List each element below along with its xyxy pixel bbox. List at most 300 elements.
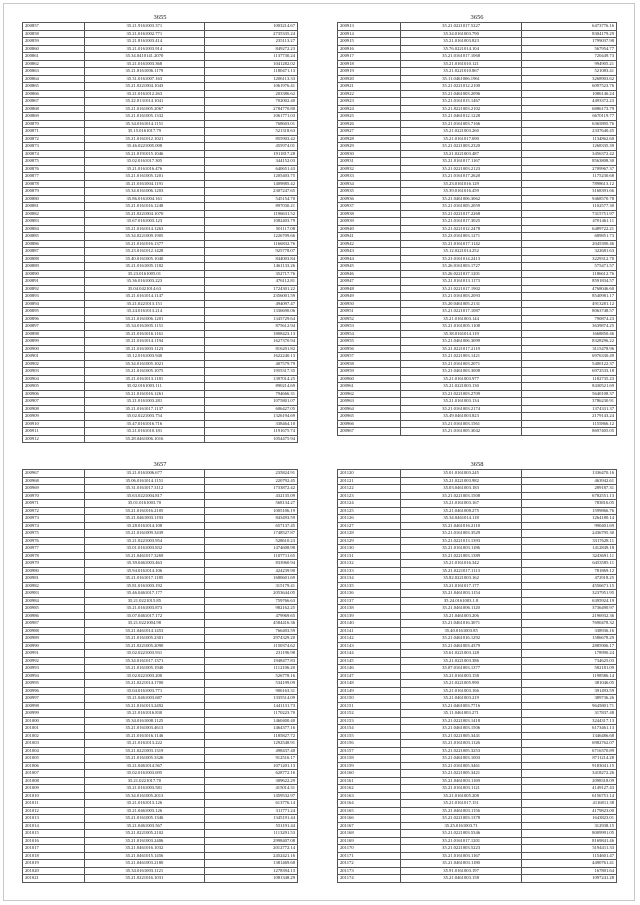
record-id-cell: 200954 (338, 330, 401, 338)
record-id-cell: 200953 (338, 323, 401, 331)
table-row (23, 852, 298, 860)
reference-code-cell: 35.61.0221003.128 (400, 650, 521, 658)
reference-code-cell: 35.21.0461014.1453 (85, 627, 204, 635)
panel-title: 3657 (153, 461, 167, 468)
record-id-cell: 200933 (338, 173, 401, 181)
table-row (338, 657, 617, 665)
amount-cell: 906163.31 (204, 687, 297, 695)
reference-code-cell: 35.04.0421014.63 (85, 285, 204, 293)
amount-cell: 338936.16 (522, 627, 617, 635)
amount-cell: 855903.42 (204, 135, 297, 143)
amount-cell: 1409885.42 (204, 180, 297, 188)
record-id-cell: 200905 (23, 383, 85, 391)
record-id-cell: 200955 (338, 338, 401, 346)
record-id-cell: 200862 (23, 60, 85, 68)
amount-cell: 4490761.41 (522, 860, 617, 868)
amount-cell: 2179143.24 (522, 413, 617, 421)
table-row (23, 822, 298, 830)
reference-code-cell: 35.24.0161013.214 (85, 308, 204, 316)
reference-code-cell: 35.21.0221017.2268 (400, 210, 521, 218)
amount-cell: 2452421.16 (204, 852, 297, 860)
reference-code-cell: 35.21.0461017.3269 (85, 552, 204, 560)
table-row (338, 375, 617, 383)
record-id-cell: 201123 (338, 492, 401, 500)
table-row (338, 620, 617, 628)
table-row (23, 830, 298, 838)
amount-cell: 4768046.60 (522, 285, 617, 293)
table-row (338, 278, 617, 286)
amount-cell: 816201.82 (204, 345, 297, 353)
amount-cell: 317837.48 (522, 710, 617, 718)
record-id-cell: 200931 (338, 158, 401, 166)
reference-code-cell: 35.21.0161017.1068 (400, 53, 521, 61)
reference-code-cell: 35.21.0461003.3008 (400, 368, 521, 376)
reference-code-cell: 35.21.0161014.1194 (85, 338, 204, 346)
table-row (338, 383, 617, 391)
amount-cell: 5194411.33 (522, 845, 617, 853)
record-id-cell: 201152 (338, 710, 401, 718)
reference-code-cell: 35.21.0221017.1087 (400, 308, 521, 316)
record-id-cell: 200921 (338, 83, 401, 91)
table-row (23, 233, 298, 241)
reference-code-cell: 35.21.0161017.1142 (400, 240, 521, 248)
record-id-cell: 200864 (23, 75, 85, 83)
table-row (23, 270, 298, 278)
record-id-cell: 200901 (23, 353, 85, 361)
record-id-cell: 200971 (23, 500, 85, 508)
amount-cell: 1346486.68 (522, 732, 617, 740)
reference-code-cell: 35.21.0221003.954 (85, 537, 204, 545)
reference-code-cell: 35.21.0461016.1032 (85, 845, 204, 853)
table-row (23, 135, 298, 143)
reference-code-cell: 35.21.0221004.1043 (85, 83, 204, 91)
record-id-cell: 200925 (338, 113, 401, 121)
record-id-cell: 200919 (338, 68, 401, 76)
record-id-cell: 200982 (23, 582, 85, 590)
amount-cell: 311771.24 (204, 807, 297, 815)
record-id-cell: 201019 (23, 860, 85, 868)
record-id-cell: 200917 (338, 53, 401, 61)
table-row (338, 650, 617, 658)
amount-cell: 2337640.45 (522, 128, 617, 136)
amount-cell: 794666.31 (204, 390, 297, 398)
record-id-cell: 201134 (338, 575, 401, 583)
record-id-cell: 200910 (23, 420, 85, 428)
amount-cell: 2436795.30 (522, 530, 617, 538)
amount-cell: 3237951.95 (522, 590, 617, 598)
record-id-cell: 200911 (23, 428, 85, 436)
record-id-cell: 200973 (23, 515, 85, 523)
reference-code-cell: 35.21.0461015.1456 (85, 852, 204, 860)
amount-cell: 6173461.13 (522, 725, 617, 733)
record-id-cell: 201125 (338, 507, 401, 515)
reference-code-cell: 35.21.0161003.1123 (85, 345, 204, 353)
reference-code-cell: 35.21.0221005.3421 (400, 770, 521, 778)
table-row (338, 270, 617, 278)
record-id-cell: 200882 (23, 210, 85, 218)
reference-code-cell: 35.03.0461003.183 (400, 485, 521, 493)
record-id-cell: 200861 (23, 53, 85, 61)
table-row (338, 353, 617, 361)
table-row (23, 390, 298, 398)
amount-cell: 844003.84 (204, 255, 297, 263)
amount-cell: 990401.69 (522, 522, 617, 530)
reference-code-cell: 35.21.0161014.2413 (400, 255, 521, 263)
record-id-cell: 200880 (23, 195, 85, 203)
table-row (338, 173, 617, 181)
amount-cell: 875612.94 (204, 323, 297, 331)
amount-cell: 1599866.76 (522, 507, 617, 515)
reference-code-cell: 35.21.0461016.1292 (400, 635, 521, 643)
amount-cell: 545154.70 (204, 195, 297, 203)
amount-cell: 1622240.13 (204, 353, 297, 361)
table-row (23, 612, 298, 620)
table-row (338, 240, 617, 248)
amount-cell: 1071201.13 (204, 762, 297, 770)
record-id-cell: 200975 (23, 530, 85, 538)
amount-cell: 2885906.17 (522, 642, 617, 650)
table-row (338, 165, 617, 173)
amount-cell: 4701461.11 (522, 218, 617, 226)
record-id-cell: 201121 (338, 477, 401, 485)
table-row (23, 83, 298, 91)
record-id-cell: 200967 (23, 470, 85, 478)
table-row (338, 792, 617, 800)
amount-cell: 1808423.13 (204, 330, 297, 338)
table-row (23, 672, 298, 680)
reference-code-cell: 35.02.0221003.200 (85, 672, 204, 680)
table-row (338, 45, 617, 53)
table-row (23, 405, 298, 413)
record-id-cell: 201162 (338, 785, 401, 793)
record-id-cell: 201014 (23, 822, 85, 830)
record-id-cell: 200937 (338, 203, 401, 211)
reference-code-cell: 35.81.0161003.192 (85, 582, 204, 590)
amount-cell: 1166832.76 (204, 240, 297, 248)
reference-code-cell: 35.21.0191015.1046 (85, 150, 204, 158)
reference-code-cell: 35.21.0461003.158 (400, 875, 521, 883)
reference-code-cell: 35.21.0161016.1146 (85, 732, 204, 740)
reference-code-cell: 35.21.0461006.3099 (400, 338, 521, 346)
table-row (338, 38, 617, 46)
reference-code-cell: 35.40.0161003.85 (400, 627, 521, 635)
amount-cell: 521083.41 (522, 68, 617, 76)
reference-code-cell: 35.21.0161003.158 (400, 672, 521, 680)
record-id-cell: 200865 (23, 83, 85, 91)
reference-code-cell: 35.21.0161003.823 (400, 38, 521, 46)
table-row (338, 390, 617, 398)
table-row (23, 620, 298, 628)
record-id-cell: 200990 (23, 642, 85, 650)
record-id-cell: 200928 (338, 135, 401, 143)
amount-cell: 1680601.69 (204, 575, 297, 583)
ledger-table (337, 22, 617, 436)
record-id-cell: 201167 (338, 822, 401, 830)
record-id-cell: 200968 (23, 477, 85, 485)
amount-cell: 1191675.74 (204, 428, 297, 436)
reference-code-cell: 35.21.0161003.1167 (400, 852, 521, 860)
amount-cell: 1102577.30 (522, 203, 617, 211)
reference-code-cell: 35.21.0161005.3042 (400, 428, 521, 436)
record-id-cell: 200964 (338, 405, 401, 413)
table-row (23, 702, 298, 710)
amount-cell: 2098318.09 (522, 777, 617, 785)
table-row (338, 612, 617, 620)
reference-code-cell: 35.46.0221005.008 (85, 143, 204, 151)
record-id-cell: 200870 (23, 120, 85, 128)
reference-code-cell: 35.28.0161014.108 (85, 522, 204, 530)
table-row (338, 255, 617, 263)
record-id-cell: 200863 (23, 68, 85, 76)
reference-code-cell: 35.21.0161013.2492 (85, 702, 204, 710)
table-row (23, 158, 298, 166)
table-row (338, 210, 617, 218)
table-row (338, 710, 617, 718)
reference-code-cell: 35.21.0221010.867 (400, 68, 521, 76)
table-row (338, 150, 617, 158)
amount-cell: 167801.64 (522, 867, 617, 875)
amount-cell: 415014.31 (204, 785, 297, 793)
table-row (23, 323, 298, 331)
record-id-cell: 200978 (23, 552, 85, 560)
amount-cell: 1112106.20 (204, 665, 297, 673)
reference-code-cell: 35.21.0161013.1173 (400, 278, 521, 286)
table-row (23, 143, 298, 151)
amount-cell: 6782551.13 (522, 492, 617, 500)
reference-code-cell: 35.21.0161005.3461 (400, 762, 521, 770)
amount-cell: 3639874.25 (522, 323, 617, 331)
reference-code-cell: 35.21.0461003.7716 (400, 702, 521, 710)
amount-cell: 381046.05 (522, 680, 617, 688)
table-row (23, 308, 298, 316)
record-id-cell: 201155 (338, 732, 401, 740)
reference-code-cell: 35.34.0410141.2070 (85, 53, 204, 61)
table-row (23, 627, 298, 635)
table-row (23, 173, 298, 181)
record-id-cell: 200977 (23, 545, 85, 553)
table-row (23, 398, 298, 406)
amount-cell: 1459532.97 (204, 792, 297, 800)
record-id-cell: 200872 (23, 135, 85, 143)
amount-cell: 407579.79 (204, 360, 297, 368)
reference-code-cell: 35.67.0161003.123 (85, 218, 204, 226)
table-row (23, 188, 298, 196)
record-id-cell: 201120 (338, 470, 401, 478)
table-row (23, 665, 298, 673)
table-row (23, 75, 298, 83)
reference-code-cell: 35.21.0161005.1075 (85, 368, 204, 376)
record-id-cell: 200983 (23, 590, 85, 598)
table-row (23, 755, 298, 763)
record-id-cell: 200950 (338, 300, 401, 308)
table-row (23, 560, 298, 568)
reference-code-cell: 35.21.0221003.1389 (400, 552, 521, 560)
record-id-cell: 200891 (23, 278, 85, 286)
reference-code-cell: 35.21.9161003.371 (85, 23, 204, 31)
reference-code-cell: 35.21.0161005.1332 (85, 113, 204, 121)
table-row (338, 515, 617, 523)
amount-cell: 352717.76 (204, 270, 297, 278)
amount-cell: 2998407.08 (204, 837, 297, 845)
amount-cell: 231196.98 (204, 650, 297, 658)
amount-cell: 1113291.53 (204, 830, 297, 838)
amount-cell: 613776.14 (204, 800, 297, 808)
record-id-cell: 200909 (23, 413, 85, 421)
amount-cell: 1206113.33 (204, 75, 297, 83)
reference-code-cell: 35.23.0161016.129 (400, 180, 521, 188)
reference-code-cell: 35.21.0221003.5346 (400, 830, 521, 838)
record-id-cell: 200895 (23, 308, 85, 316)
reference-code-cell: 35.21.0161017.690 (400, 135, 521, 143)
table-row (338, 263, 617, 271)
table-row (23, 485, 298, 493)
table-row (338, 420, 617, 428)
reference-code-cell: 35.21.0221005.2102 (85, 830, 204, 838)
record-id-cell: 200873 (23, 143, 85, 151)
reference-code-cell: 35.21.0221003.1418 (400, 717, 521, 725)
amount-cell: 606427.05 (204, 405, 297, 413)
table-row (338, 702, 617, 710)
reference-code-cell: 35.21.0221003.487 (400, 150, 521, 158)
reference-code-cell: 35.15.0161017.79 (85, 128, 204, 136)
reference-code-cell: 35.21.0461003.2096 (400, 90, 521, 98)
table-row (338, 218, 617, 226)
reference-code-cell: 35.34.0161005.1021 (85, 360, 204, 368)
reference-code-cell: 35.02.0221003.754 (85, 413, 204, 421)
amount-cell: 1185827.72 (204, 732, 297, 740)
record-id-cell: 201145 (338, 657, 401, 665)
table-row (23, 777, 298, 785)
table-row (23, 545, 298, 553)
record-id-cell: 200896 (23, 315, 85, 323)
amount-cell: 8591834.57 (522, 278, 617, 286)
table-row (23, 30, 298, 38)
reference-code-cell: 35.11.0461006.1961 (400, 75, 521, 83)
amount-cell: 1005106.19 (204, 507, 297, 515)
amount-cell: 1381469.68 (204, 860, 297, 868)
record-id-cell: 200890 (23, 270, 85, 278)
table-row (338, 725, 617, 733)
record-id-cell: 200902 (23, 360, 85, 368)
reference-code-cell: 35.21.0221005.3253 (400, 747, 521, 755)
record-id-cell: 201018 (23, 852, 85, 860)
record-id-cell: 200929 (338, 143, 401, 151)
reference-code-cell: 35.21.0221003.260 (400, 128, 521, 136)
record-id-cell: 200992 (23, 657, 85, 665)
amount-cell: 925778.07 (204, 248, 297, 256)
record-id-cell: 201151 (338, 702, 401, 710)
amount-cell: 783816.05 (522, 500, 617, 508)
amount-cell: 479969.65 (204, 612, 297, 620)
amount-cell: 1733872.42 (204, 485, 297, 493)
amount-cell: 1335514.09 (204, 695, 297, 703)
table-row (338, 53, 617, 61)
reference-code-cell: 35.21.0461003.1193 (85, 515, 204, 523)
table-row (23, 428, 298, 436)
record-id-cell: 201144 (338, 650, 401, 658)
table-row (338, 83, 617, 91)
record-id-cell: 200913 (338, 23, 401, 31)
reference-code-cell: 35.21.0221016.1031 (85, 875, 204, 883)
amount-cell: 994905.21 (522, 60, 617, 68)
record-id-cell: 200894 (23, 300, 85, 308)
record-id-cell: 200908 (23, 405, 85, 413)
reference-code-cell: 35.21.0221012.2100 (400, 83, 521, 91)
amount-cell: 912516.17 (204, 755, 297, 763)
amount-cell: 766403.59 (204, 627, 297, 635)
record-id-cell: 200951 (338, 308, 401, 316)
table-row (338, 345, 617, 353)
amount-cell: 1278394.13 (204, 867, 297, 875)
reference-code-cell: 35.21.0461003.1003 (400, 755, 521, 763)
record-id-cell: 201148 (338, 680, 401, 688)
record-id-cell: 200996 (23, 687, 85, 695)
reference-code-cell: 35.21.0221015.85 (85, 597, 204, 605)
amount-cell: 657137.45 (204, 522, 297, 530)
amount-cell: 3168391.66 (522, 188, 617, 196)
reference-code-cell: 35.21.0161005.1940 (85, 665, 204, 673)
amount-cell: 315179.41 (204, 582, 297, 590)
reference-code-cell: 35.21.0221017.1113 (400, 567, 521, 575)
record-id-cell: 201003 (23, 740, 85, 748)
record-id-cell: 201017 (23, 845, 85, 853)
reference-code-cell: 35.21.0161017.177 (400, 582, 521, 590)
reference-code-cell: 35.21.0161003.1121 (400, 785, 521, 793)
amount-cell: 3418272.26 (522, 770, 617, 778)
amount-cell: 7315751.97 (522, 210, 617, 218)
amount-cell: 720449.73 (522, 53, 617, 61)
amount-cell: 1198586.14 (522, 672, 617, 680)
table-row (23, 383, 298, 391)
table-row (23, 687, 298, 695)
reference-code-cell: 35.20.0461005.2131 (400, 300, 521, 308)
record-id-cell: 200961 (338, 383, 401, 391)
table-row (338, 755, 617, 763)
amount-cell: 1134862.60 (522, 135, 617, 143)
reference-code-cell: 35.21.0161003.914 (85, 45, 204, 53)
amount-cell: 1345191.44 (204, 815, 297, 823)
amount-cell: 4149127.43 (522, 785, 617, 793)
table-row (338, 368, 617, 376)
reference-code-cell: 35.21.0161003.2093 (400, 293, 521, 301)
record-id-cell: 200944 (338, 255, 401, 263)
reference-code-cell: 35.31.0161017.3112 (85, 485, 204, 493)
amount-cell: 9645801.71 (522, 702, 617, 710)
panel-top-right (337, 14, 617, 436)
record-id-cell: 200897 (23, 323, 85, 331)
reference-code-cell: 35.21.0221003.386 (400, 657, 521, 665)
reference-code-cell: 35.21.0161017.2620 (400, 173, 521, 181)
reference-code-cell: 35.21.0461006.1120 (400, 605, 521, 613)
reference-code-cell: 35.21.0161005.1201 (85, 173, 204, 181)
record-id-cell: 201138 (338, 605, 401, 613)
table-row (338, 195, 617, 203)
amount-cell: 1627370.94 (204, 338, 297, 346)
amount-cell: 3456372.42 (522, 150, 617, 158)
table-row (23, 293, 298, 301)
amount-cell: 1226709.66 (204, 233, 297, 241)
reference-code-cell: 35.21.0221005.3441 (400, 732, 521, 740)
table-row (23, 255, 298, 263)
record-id-cell: 201000 (23, 717, 85, 725)
reference-code-cell: 35.21.0161010.121 (400, 60, 521, 68)
table-row (338, 105, 617, 113)
reference-code-cell: 35.21.8161006.1179 (85, 68, 204, 76)
record-id-cell: 200960 (338, 375, 401, 383)
table-row (23, 500, 298, 508)
amount-cell: 501117.08 (204, 225, 297, 233)
table-row (23, 203, 298, 211)
